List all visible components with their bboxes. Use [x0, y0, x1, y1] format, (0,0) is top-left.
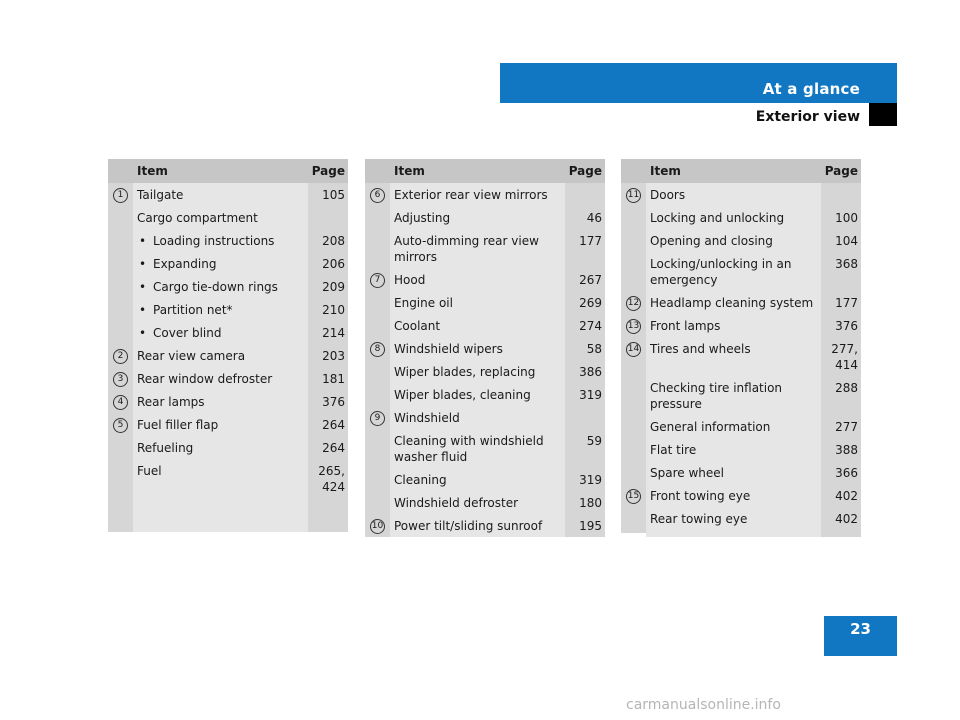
table-row — [108, 275, 348, 298]
item-label-cell — [133, 183, 308, 206]
item-number-cell — [108, 252, 133, 275]
page-ref-cell: 388 — [821, 438, 861, 461]
table-row — [621, 415, 861, 438]
table-row — [621, 461, 861, 484]
page-ref-cell: 269 — [565, 291, 605, 314]
page-ref-cell: 264 — [308, 436, 348, 459]
page-ref-cell: 180 — [565, 491, 605, 514]
table-row — [621, 438, 861, 461]
item-label: Expanding — [153, 257, 217, 271]
bullet-icon: • — [139, 234, 147, 248]
table-row — [365, 314, 605, 337]
page-ref-cell: 376 — [821, 314, 861, 337]
item-number-cell — [621, 291, 646, 314]
item-number-cell — [108, 344, 133, 367]
table-row — [365, 183, 605, 206]
item-label: Power tilt/sliding sunroof — [394, 519, 543, 533]
table-header-row — [365, 159, 605, 183]
item-label-cell — [133, 367, 308, 390]
item-number-badge: 8 — [370, 342, 385, 357]
page-ref-cell: 277 — [821, 415, 861, 438]
filler-num-cell — [108, 498, 133, 532]
page-ref-cell: 319 — [565, 383, 605, 406]
item-number-badge: 2 — [113, 349, 128, 364]
item-number-badge: 6 — [370, 188, 385, 203]
bullet-icon: • — [139, 280, 147, 294]
table-row — [365, 468, 605, 491]
page-ref-cell: 274 — [565, 314, 605, 337]
item-number-cell — [108, 183, 133, 206]
item-label-cell — [390, 206, 565, 229]
table-row — [108, 390, 348, 413]
header-page-label: Page — [565, 159, 605, 183]
item-label: Opening and closing — [650, 234, 773, 248]
page-ref-cell: 59 — [565, 429, 605, 468]
table-row — [108, 321, 348, 344]
item-label: Doors — [650, 188, 686, 202]
page-ref-cell: 210 — [308, 298, 348, 321]
page-ref-cell: 376 — [308, 390, 348, 413]
page-ref-cell: 265, 424 — [308, 459, 348, 498]
section-subtitle: Exterior view — [755, 109, 860, 125]
item-number-cell — [365, 514, 390, 537]
table-row — [108, 298, 348, 321]
header-item-label: Item — [390, 159, 565, 183]
item-number-cell — [365, 491, 390, 514]
item-number-cell — [365, 360, 390, 383]
item-number-cell — [108, 436, 133, 459]
item-label: Partition net* — [153, 303, 233, 317]
filler-item-cell — [133, 498, 308, 532]
item-number-cell — [365, 383, 390, 406]
page-ref-cell: 267 — [565, 268, 605, 291]
item-number-badge: 10 — [370, 519, 385, 534]
item-number-cell — [365, 337, 390, 360]
table-row — [365, 406, 605, 429]
item-label: Front lamps — [650, 319, 721, 333]
item-number-cell — [365, 468, 390, 491]
item-label-cell — [133, 459, 308, 498]
table-row — [108, 344, 348, 367]
item-label: Tailgate — [137, 188, 184, 202]
item-number-cell — [621, 206, 646, 229]
item-label-cell — [390, 268, 565, 291]
item-number-cell — [365, 206, 390, 229]
item-label-cell — [390, 183, 565, 206]
item-label: Windshield — [394, 411, 460, 425]
item-label-cell — [646, 206, 821, 229]
table-row — [365, 383, 605, 406]
item-label-cell — [390, 514, 565, 537]
item-label: Cargo tie-down rings — [153, 280, 278, 294]
item-label-cell — [390, 360, 565, 383]
item-number-cell — [108, 298, 133, 321]
page-ref-cell — [565, 406, 605, 429]
table-row — [365, 206, 605, 229]
item-number-cell — [621, 484, 646, 507]
table-row — [365, 360, 605, 383]
table-row — [365, 491, 605, 514]
item-number-cell — [621, 337, 646, 376]
table-row — [108, 252, 348, 275]
table-row — [108, 413, 348, 436]
page-ref-cell: 46 — [565, 206, 605, 229]
item-label-cell — [133, 436, 308, 459]
table-row — [621, 206, 861, 229]
table-filler-row — [621, 530, 861, 532]
page-ref-cell: 277, 414 — [821, 337, 861, 376]
item-number-cell — [365, 291, 390, 314]
item-label: Refueling — [137, 441, 194, 455]
item-number-cell — [621, 314, 646, 337]
item-label: Cleaning — [394, 473, 447, 487]
table-row — [108, 367, 348, 390]
item-number-cell — [365, 314, 390, 337]
item-label: Auto-dimming rear view mirrors — [394, 234, 539, 264]
page-ref-cell: 264 — [308, 413, 348, 436]
table-row — [621, 291, 861, 314]
item-label: Tires and wheels — [650, 342, 751, 356]
page-ref-cell: 368 — [821, 252, 861, 291]
item-table-1 — [108, 159, 348, 532]
watermark-text: carmanualsonline.info — [626, 697, 781, 713]
item-label: Fuel filler flap — [137, 418, 219, 432]
item-label-cell — [646, 252, 821, 291]
item-label: Adjusting — [394, 211, 451, 225]
item-label: Hood — [394, 273, 426, 287]
section-title: At a glance — [762, 80, 860, 98]
item-label: Windshield defroster — [394, 496, 519, 510]
page-ref-cell: 288 — [821, 376, 861, 415]
item-number-cell — [108, 275, 133, 298]
item-number-badge: 9 — [370, 411, 385, 426]
table-header-row — [621, 159, 861, 183]
item-number-cell — [108, 367, 133, 390]
item-label: Loading instructions — [153, 234, 275, 248]
item-label-cell — [390, 406, 565, 429]
page-ref-cell: 58 — [565, 337, 605, 360]
table-header-row — [108, 159, 348, 183]
item-label: Windshield wipers — [394, 342, 503, 356]
page-ref-cell: 181 — [308, 367, 348, 390]
item-number-cell — [365, 429, 390, 468]
item-label: Exterior rear view mirrors — [394, 188, 548, 202]
item-label-cell — [646, 484, 821, 507]
page-ref-cell: 105 — [308, 183, 348, 206]
item-label: Cover blind — [153, 326, 222, 340]
header-page-label: Page — [821, 159, 861, 183]
item-number-cell — [621, 229, 646, 252]
filler-page-cell — [821, 530, 861, 537]
item-number-cell — [365, 229, 390, 268]
item-table-2 — [365, 159, 605, 537]
bullet-icon: • — [139, 303, 147, 317]
item-number-badge: 15 — [626, 489, 641, 504]
filler-item-cell — [646, 530, 821, 537]
item-number-badge: 12 — [626, 296, 641, 311]
page-ref-cell: 177 — [821, 291, 861, 314]
bullet-icon: • — [139, 326, 147, 340]
item-number-cell — [621, 183, 646, 206]
item-number-cell — [621, 415, 646, 438]
page-ref-cell: 214 — [308, 321, 348, 344]
item-label: Rear view camera — [137, 349, 246, 363]
table-row — [365, 337, 605, 360]
item-number-cell — [108, 206, 133, 229]
page-ref-cell: 366 — [821, 461, 861, 484]
item-number-cell — [621, 461, 646, 484]
filler-page-cell — [308, 498, 348, 532]
item-label-cell — [390, 429, 565, 468]
item-label-cell — [390, 337, 565, 360]
table-row — [621, 337, 861, 376]
page-ref-cell: 100 — [821, 206, 861, 229]
item-label-cell — [646, 461, 821, 484]
item-number-cell — [108, 390, 133, 413]
item-label-cell — [646, 314, 821, 337]
table-row — [621, 376, 861, 415]
item-number-cell — [621, 252, 646, 291]
item-label: Checking tire inflation pressure — [650, 381, 783, 411]
item-label-cell — [133, 344, 308, 367]
page-ref-cell — [821, 183, 861, 206]
page-ref-cell — [308, 206, 348, 229]
item-label-cell — [646, 229, 821, 252]
item-number-cell — [365, 183, 390, 206]
page-ref-cell: 319 — [565, 468, 605, 491]
item-number-cell — [108, 321, 133, 344]
header-item-label: Item — [646, 159, 821, 183]
page-ref-cell — [565, 183, 605, 206]
item-number-cell — [621, 438, 646, 461]
item-label: General information — [650, 420, 771, 434]
item-label: Cleaning with windshield washer fluid — [394, 434, 544, 464]
item-label: Cargo compartment — [137, 211, 258, 225]
table-row — [108, 206, 348, 229]
item-label-cell — [646, 376, 821, 415]
header-bar — [500, 63, 897, 103]
page-ref-cell: 177 — [565, 229, 605, 268]
item-label: Headlamp cleaning system — [650, 296, 814, 310]
page-ref-cell: 386 — [565, 360, 605, 383]
item-label-cell — [133, 321, 308, 344]
item-label-cell — [133, 275, 308, 298]
item-number-cell — [365, 406, 390, 429]
item-number-badge: 1 — [113, 188, 128, 203]
item-number-badge: 3 — [113, 372, 128, 387]
header-page-label: Page — [308, 159, 348, 183]
item-number-cell — [108, 413, 133, 436]
item-label-cell — [646, 438, 821, 461]
item-label-cell — [646, 291, 821, 314]
item-label-cell — [390, 314, 565, 337]
bullet-icon: • — [139, 257, 147, 271]
item-label-cell — [646, 337, 821, 376]
item-number-badge: 11 — [626, 188, 641, 203]
item-label-cell — [390, 383, 565, 406]
item-number-cell — [108, 229, 133, 252]
header-num-cell — [621, 159, 646, 183]
item-table-3 — [621, 159, 861, 532]
page-ref-cell: 208 — [308, 229, 348, 252]
item-number-cell — [365, 268, 390, 291]
item-label: Coolant — [394, 319, 441, 333]
table-row — [365, 429, 605, 468]
page-ref-cell: 206 — [308, 252, 348, 275]
item-label: Fuel — [137, 464, 162, 478]
item-label-cell — [390, 468, 565, 491]
page-ref-cell: 104 — [821, 229, 861, 252]
item-label-cell — [646, 183, 821, 206]
item-number-badge: 13 — [626, 319, 641, 334]
item-label-cell — [646, 507, 821, 530]
item-number-badge: 5 — [113, 418, 128, 433]
table-filler-row — [108, 498, 348, 532]
item-number-cell — [108, 459, 133, 498]
item-label-cell — [390, 229, 565, 268]
table-row — [365, 514, 605, 537]
table-row — [621, 183, 861, 206]
page-ref-cell: 195 — [565, 514, 605, 537]
page-ref-cell: 402 — [821, 484, 861, 507]
item-label-cell — [133, 298, 308, 321]
item-label: Rear towing eye — [650, 512, 748, 526]
page-ref-cell: 402 — [821, 507, 861, 530]
item-label-cell — [133, 252, 308, 275]
item-label-cell — [390, 291, 565, 314]
page-number: 23 — [824, 616, 897, 656]
item-label: Wiper blades, cleaning — [394, 388, 531, 402]
item-label: Locking/unlocking in an emergency — [650, 257, 792, 287]
item-label-cell — [133, 206, 308, 229]
table-row — [108, 459, 348, 498]
item-label: Engine oil — [394, 296, 453, 310]
table-row — [621, 229, 861, 252]
item-label-cell — [133, 390, 308, 413]
table-row — [365, 268, 605, 291]
item-label: Spare wheel — [650, 466, 724, 480]
item-label-cell — [646, 415, 821, 438]
item-label-cell — [133, 229, 308, 252]
item-number-badge: 4 — [113, 395, 128, 410]
header-num-cell — [365, 159, 390, 183]
header-num-cell — [108, 159, 133, 183]
table-row — [108, 183, 348, 206]
table-row — [108, 436, 348, 459]
page-ref-cell: 209 — [308, 275, 348, 298]
item-number-cell — [621, 507, 646, 530]
item-label: Wiper blades, replacing — [394, 365, 536, 379]
item-label: Flat tire — [650, 443, 697, 457]
item-label: Rear window defroster — [137, 372, 273, 386]
item-label-cell — [390, 491, 565, 514]
table-row — [365, 291, 605, 314]
table-row — [621, 484, 861, 507]
item-number-cell — [621, 376, 646, 415]
item-label-cell — [133, 413, 308, 436]
black-tab-marker — [869, 103, 897, 126]
page-ref-cell: 203 — [308, 344, 348, 367]
item-label: Locking and unlocking — [650, 211, 785, 225]
table-row — [621, 252, 861, 291]
item-label: Front towing eye — [650, 489, 751, 503]
item-number-badge: 7 — [370, 273, 385, 288]
header-item-label: Item — [133, 159, 308, 183]
item-number-badge: 14 — [626, 342, 641, 357]
table-row — [108, 229, 348, 252]
filler-num-cell — [621, 530, 646, 533]
table-row — [365, 229, 605, 268]
table-row — [621, 314, 861, 337]
item-label: Rear lamps — [137, 395, 205, 409]
table-row — [621, 507, 861, 530]
